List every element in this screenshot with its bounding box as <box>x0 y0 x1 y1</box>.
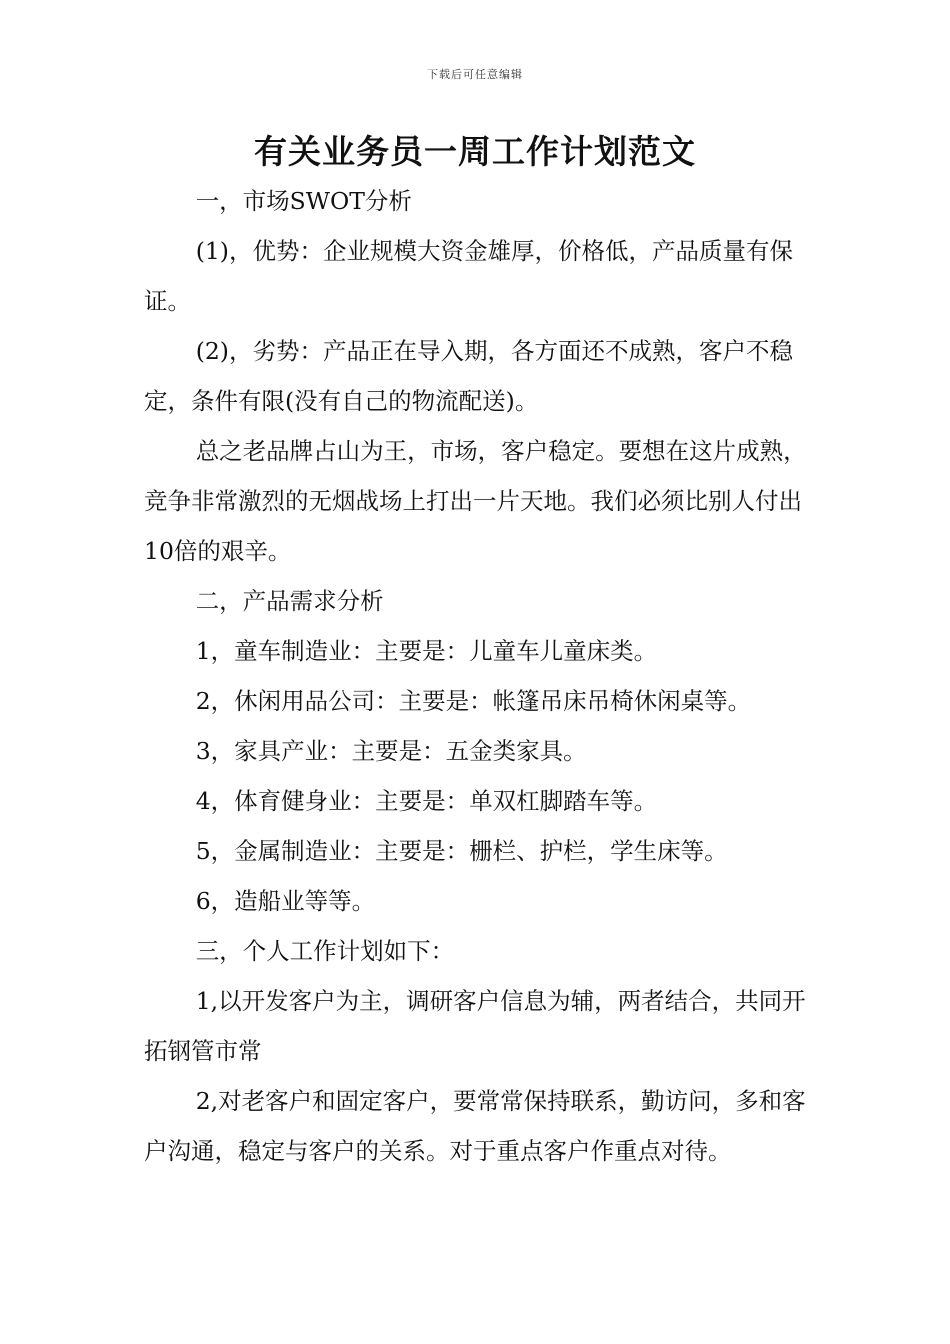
section-heading: 二，产品需求分析 <box>195 587 384 615</box>
document-body <box>144 176 808 1176</box>
page-title: 有关业务员一周工作计划范文 <box>254 132 696 171</box>
paragraph: (2)，劣势：产品正在导入期，各方面还不成熟，客户不稳定，条件有限(没有自己的物流配送)。 <box>144 337 793 415</box>
list-item: 2，休闲用品公司：主要是：帐篷吊床吊椅休闲桌等。 <box>195 687 752 715</box>
paragraph: 1,以开发客户为主，调研客户信息为辅，两者结合，共同开拓钢管市常 <box>144 987 806 1065</box>
list-item: 5，金属制造业：主要是：栅栏、护栏，学生床等。 <box>195 837 728 865</box>
paragraph: 总之老品牌占山为王，市场，客户稳定。要想在这片成熟，竞争非常激烈的无烟战场上打出一片天地。我们必须比别人付出10倍的艰辛。 <box>144 437 807 565</box>
paragraph: (1)，优势：企业规模大资金雄厚，价格低，产品质量有保证。 <box>144 237 793 315</box>
list-item: 3，家具产业：主要是：五金类家具。 <box>195 737 587 765</box>
list-item: 1，童车制造业：主要是：儿童车儿童床类。 <box>195 637 658 665</box>
list-item: 6，造船业等等。 <box>195 887 376 915</box>
list-item: 4，体育健身业：主要是：单双杠脚踏车等。 <box>195 787 658 815</box>
section-heading: 一，市场SWOT分析 <box>195 187 412 215</box>
paragraph: 2,对老客户和固定客户，要常常保持联系，勤访问，多和客户沟通，稳定与客户的关系。对于重点客户作重点对待。 <box>144 1087 806 1165</box>
section-heading: 三，个人工作计划如下： <box>195 937 455 965</box>
header-note: 下载后可任意编辑 <box>427 68 523 81</box>
